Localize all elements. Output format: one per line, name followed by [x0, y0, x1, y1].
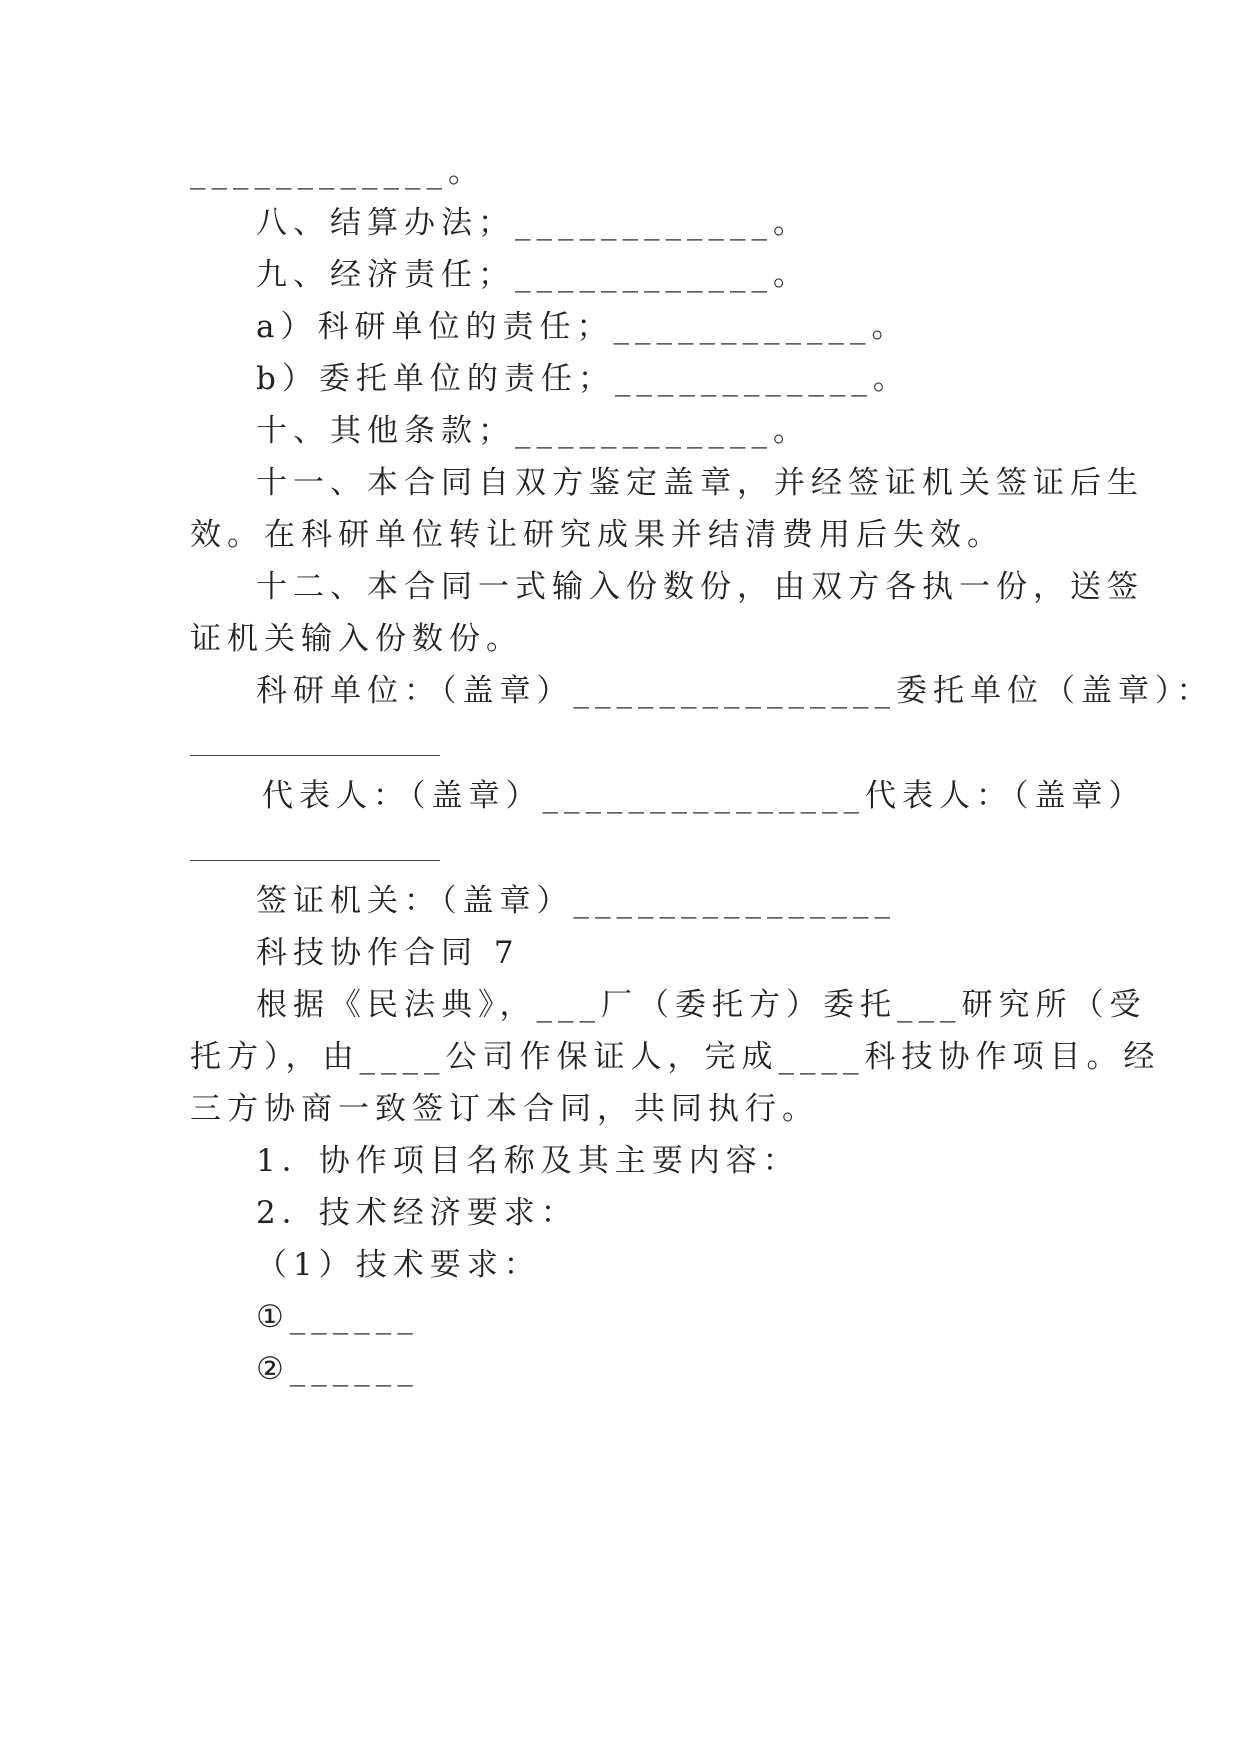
clause-10-other: 十、其他条款；____________。	[256, 413, 810, 449]
item-1-project-name: 1．协作项目名称及其主要内容：	[256, 1143, 800, 1179]
item-2-1-technical: （1）技术要求：	[256, 1247, 541, 1283]
item-2-requirements: 2．技术经济要求：	[256, 1195, 578, 1231]
clause-9a-research-unit: a）科研单位的责任；____________。	[256, 309, 909, 345]
clause-9b-entrusting-unit: b）委托单位的责任；____________。	[256, 361, 910, 397]
requirement-1: ①______	[256, 1299, 419, 1335]
signature-line-representative	[190, 860, 440, 861]
clause-8-settlement: 八、结算办法；____________。	[256, 205, 810, 241]
signature-representatives: 代表人：（盖章）_______________代表人：（盖章）	[262, 778, 1146, 814]
signature-research-unit: 科研单位：（盖章）_______________委托单位（盖章）：	[256, 673, 1214, 709]
preamble-cont-1: 托方），由____公司作保证人，完成____科技协作项目。经	[190, 1039, 1161, 1075]
clause-11-effective: 十一、本合同自双方鉴定盖章，并经签证机关签证后生	[256, 465, 1144, 501]
clause-12-copies: 十二、本合同一式输入份数份，由双方各执一份，送签	[256, 569, 1144, 605]
requirement-2: ②______	[256, 1351, 419, 1387]
preamble-cont-2: 三方协商一致签订本合同，共同执行。	[190, 1091, 819, 1127]
clause-12-copies-cont: 证机关输入份数份。	[190, 621, 523, 657]
clause-9-liability: 九、经济责任；____________。	[256, 257, 810, 293]
signature-certification-authority: 签证机关：（盖章）_______________	[256, 883, 896, 919]
preamble: 根据《民法典》，___厂（委托方）委托___研究所（受	[256, 987, 1147, 1023]
section-title-contract-7: 科技协作合同 7	[256, 935, 520, 971]
signature-line-entrusting-unit	[190, 755, 440, 756]
clause-11-effective-cont: 效。在科研单位转让研究成果并结清费用后失效。	[190, 517, 1004, 553]
blank-line-continuation: ____________。	[190, 154, 485, 190]
